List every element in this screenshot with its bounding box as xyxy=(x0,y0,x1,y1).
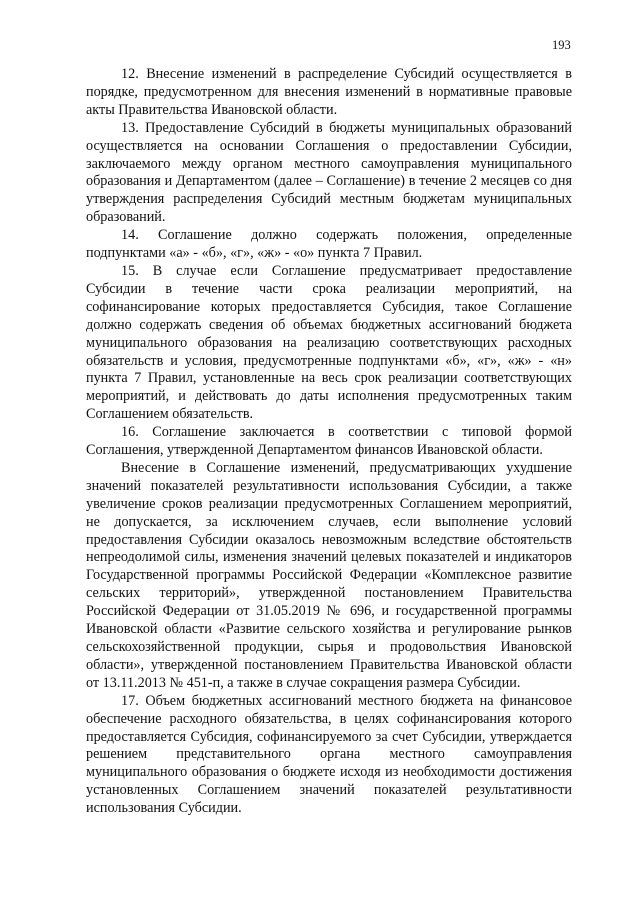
paragraph-16: 16. Соглашение заключается в соответствии с типовой формой Соглашения, утвержденной Департаментом финансов Ивановской области. xyxy=(86,424,572,459)
paragraph-13: 13. Предоставление Субсидий в бюджеты муниципальных образований осуществляется на основании Соглашения о предоставлении Субсидии, заключаемого между органом местного самоуправления муниципального образования и Департаментом (далее – Соглашение) в течение 2 месяцев со дня утверждения распределения Субсидий местным бюджетам муниципальных образований. xyxy=(86,119,572,226)
document-body xyxy=(86,66,572,818)
paragraph-17: 17. Объем бюджетных ассигнований местного бюджета на финансовое обеспечение расходного обязательства, в целях софинансирования которого предоставляется Субсидия, софинансируемого за счет Субсидии, утверждается решением представительного органа местного самоуправления муниципального образования о бюджете исходя из необходимости достижения установленных Соглашением значений показателей результативности использования Субсидии. xyxy=(86,692,572,817)
paragraph-14: 14. Соглашение должно содержать положения, определенные подпунктами «а» - «б», «г», «ж» - «о» пункта 7 Правил. xyxy=(86,227,572,262)
paragraph-15: 15. В случае если Соглашение предусматривает предоставление Субсидии в течение части срока реализации мероприятий, на софинансирование которых предоставляется Субсидия, такое Соглашение должно содержать сведения об объемах бюджетных ассигнований бюджета муниципального образования на реализацию соответствующих расходных обязательств и условия, предусмотренные подпунктами «б», «г», «ж» - «н» пункта 7 Правил, установленные на весь срок реализации соответствующих мероприятий, и действовать до даты исполнения предусмотренных таким Соглашением обязательств. xyxy=(86,262,572,423)
paragraph-12: 12. Внесение изменений в распределение Субсидий осуществляется в порядке, предусмотренном для внесения изменений в нормативные правовые акты Правительства Ивановской области. xyxy=(86,66,572,118)
page-number: 193 xyxy=(552,38,571,52)
paragraph-16-amendments: Внесение в Соглашение изменений, предусматривающих ухудшение значений показателей результативности использования Субсидии, а также увеличение сроков реализации предусмотренных Соглашением мероприятий, не допускается, за исключением случаев, если выполнение условий предоставления Субсидии оказалось невозможным вследствие обстоятельств непреодолимой силы, изменения значений целевых показателей и индикаторов Государственной программы Российской Федерации «Комплексное развитие сельских территорий», утвержденной постановлением Правительства Российской Федерации от 31.05.2019 № 696, и государственной программы Ивановской области «Развитие сельского хозяйства и регулирование рынков сельскохозяйственной продукции, сырья и продовольствия Ивановской области», утвержденной постановлением Правительства Ивановской области от 13.11.2013 № 451-п, а также в случае сокращения размера Субсидии. xyxy=(86,459,572,691)
